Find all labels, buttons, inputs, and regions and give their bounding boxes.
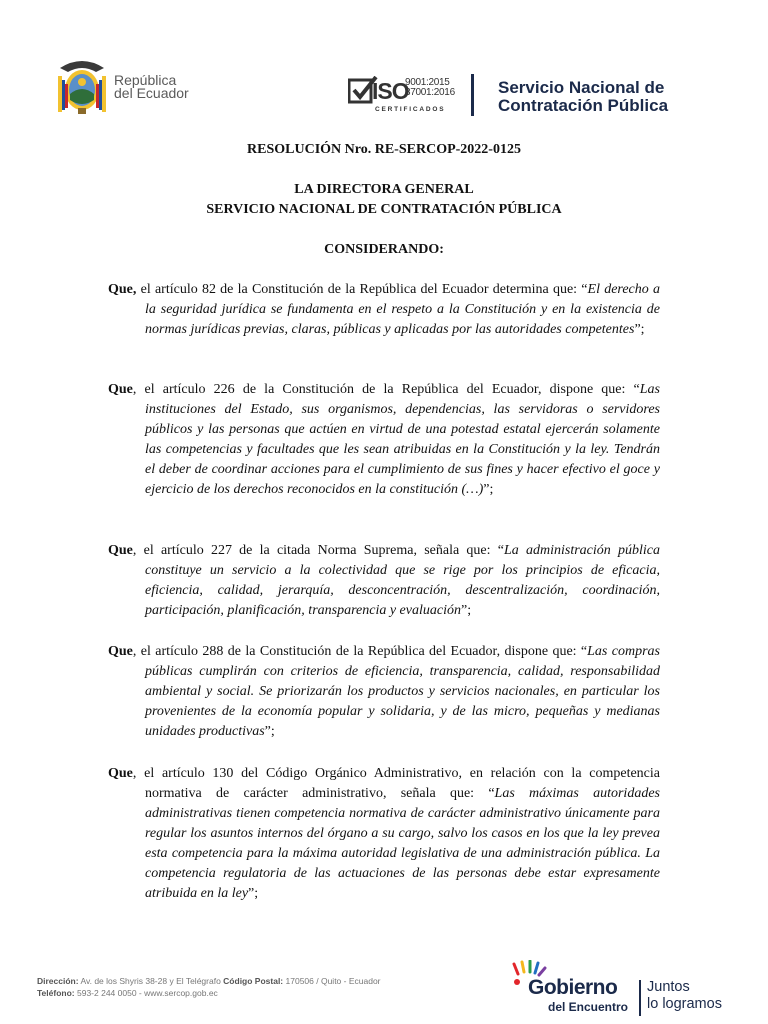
considering-heading: CONSIDERANDO: bbox=[324, 242, 444, 257]
ecuador-logo-line2: del Ecuador bbox=[114, 85, 189, 101]
clause-close: ”; bbox=[248, 886, 259, 901]
agency-name-line2: Contratación Pública bbox=[498, 96, 669, 115]
postal-code-value: 170506 / Quito - Ecuador bbox=[283, 976, 381, 986]
clause-close: ”; bbox=[264, 724, 275, 739]
header-divider bbox=[471, 74, 474, 116]
iso-label: ISO bbox=[372, 78, 409, 104]
iso-standard-37001: 37001:2016 bbox=[405, 87, 455, 98]
resolution-title: RESOLUCIÓN Nro. RE-SERCOP-2022-0125 bbox=[247, 142, 521, 157]
footer-logo-divider bbox=[639, 980, 641, 1016]
iso-certification-badge bbox=[348, 74, 458, 120]
clause-quote: Las máximas autoridades administrativas tienen competencia normativa de carácter administrativo únicamente para regular los asuntos internos del órgano a su cargo, salvo los casos en los que la ley prevea esta competencia para la máxima autoridad legislativa de una administración pública. La competencia regulatoria de las actuaciones de las personas debe estar expresamente atribuida en la ley bbox=[145, 786, 660, 901]
page-footer bbox=[0, 960, 768, 1024]
clause-lead: Que bbox=[108, 382, 133, 397]
clause-intro: , el artículo 130 del Código Orgánico Administrativo, en relación con la competencia normativa de carácter administrativo, señala que: “ bbox=[132, 766, 660, 801]
clause-quote: El derecho a la seguridad jurídica se fundamenta en el respeto a la Constitución y en la existencia de normas jurídicas previas, claras, públicas y aplicadas por las autoridades competentes bbox=[145, 282, 660, 337]
authority-line2: SERVICIO NACIONAL DE CONTRATACIÓN PÚBLICA bbox=[206, 202, 562, 217]
clause-lead: Que, bbox=[108, 282, 137, 297]
clause-quote: Las compras públicas cumplirán con criterios de eficiencia, transparencia, calidad, responsabilidad ambiental y social. Se priorizarán los productos y servicios nacionales, en particular los provenientes de la economía popular y solidaria, y de las micro, pequeñas y medianas unidades productivas bbox=[145, 644, 660, 739]
slogan-line2: lo logramos bbox=[647, 996, 722, 1012]
iso-standard-9001: 9001:2015 bbox=[405, 77, 450, 88]
clause-lead: Que bbox=[108, 543, 133, 558]
clause-quote: La administración pública constituye un servicio a la colectividad que se rige por los principios de eficacia, eficiencia, calidad, jerarquía, desconcentración, descentralización, coordinación, participación, planificación, transparencia y evaluación bbox=[145, 543, 660, 618]
clause-quote: Las instituciones del Estado, sus organismos, dependencias, las servidoras o servidores públicos y las personas que actúen en virtud de una potestad estatal ejercerán solamente las competencias y facultades que les sean atribuidas en la Constitución y la ley. Tendrán el deber de coordinar acciones para el cumplimiento de sus fines y hacer efectivo el goce y ejercicio de los derechos reconocidos en la constitución (…) bbox=[145, 382, 660, 497]
clause-article-227 bbox=[108, 541, 660, 621]
clause-lead: Que bbox=[108, 766, 133, 781]
phone-label: Teléfono: bbox=[37, 988, 75, 998]
agency-name bbox=[498, 79, 668, 115]
address-label: Dirección: bbox=[37, 976, 79, 986]
republica-ecuador-logo bbox=[52, 54, 202, 118]
iso-certified-label: CERTIFICADOS bbox=[375, 106, 446, 113]
clause-lead: Que bbox=[108, 644, 133, 659]
clause-close: ”; bbox=[483, 482, 494, 497]
coat-of-arms-icon bbox=[52, 54, 112, 116]
clause-intro: , el artículo 227 de la citada Norma Suprema, señala que: “ bbox=[132, 543, 504, 558]
clause-article-288 bbox=[108, 642, 660, 742]
postal-code-label: Código Postal: bbox=[223, 976, 284, 986]
ecuador-logo-line1: República bbox=[114, 72, 177, 88]
authority-line1: LA DIRECTORA GENERAL bbox=[294, 182, 474, 197]
clause-article-82 bbox=[108, 280, 660, 340]
clause-article-226 bbox=[108, 380, 660, 500]
slogan-line1: Juntos bbox=[647, 979, 690, 995]
clause-intro: , el artículo 288 de la Constitución de la República del Ecuador, dispone que: “ bbox=[132, 644, 588, 659]
page-header bbox=[0, 0, 768, 125]
gobierno-del-encuentro-logo bbox=[508, 960, 738, 1020]
gobierno-subtitle: del Encuentro bbox=[548, 1000, 629, 1014]
phone-value: 593-2 244 0050 - www.sercop.gob.ec bbox=[74, 988, 218, 998]
clause-intro: el artículo 82 de la Constitución de la República del Ecuador determina que: “ bbox=[136, 282, 588, 297]
clause-close: ”; bbox=[460, 603, 472, 618]
agency-name-line1: Servicio Nacional de bbox=[498, 78, 665, 97]
footer-contact bbox=[37, 975, 381, 999]
gobierno-name: Gobierno bbox=[528, 976, 618, 999]
address-value: Av. de los Shyris 38-28 y El Telégrafo bbox=[78, 976, 224, 986]
clause-article-130-coa bbox=[108, 764, 660, 904]
clause-intro: , el artículo 226 de la Constitución de la República del Ecuador, dispone que: “ bbox=[132, 382, 640, 397]
gobierno-slogan bbox=[647, 979, 722, 1013]
clause-close: ”; bbox=[634, 322, 645, 337]
